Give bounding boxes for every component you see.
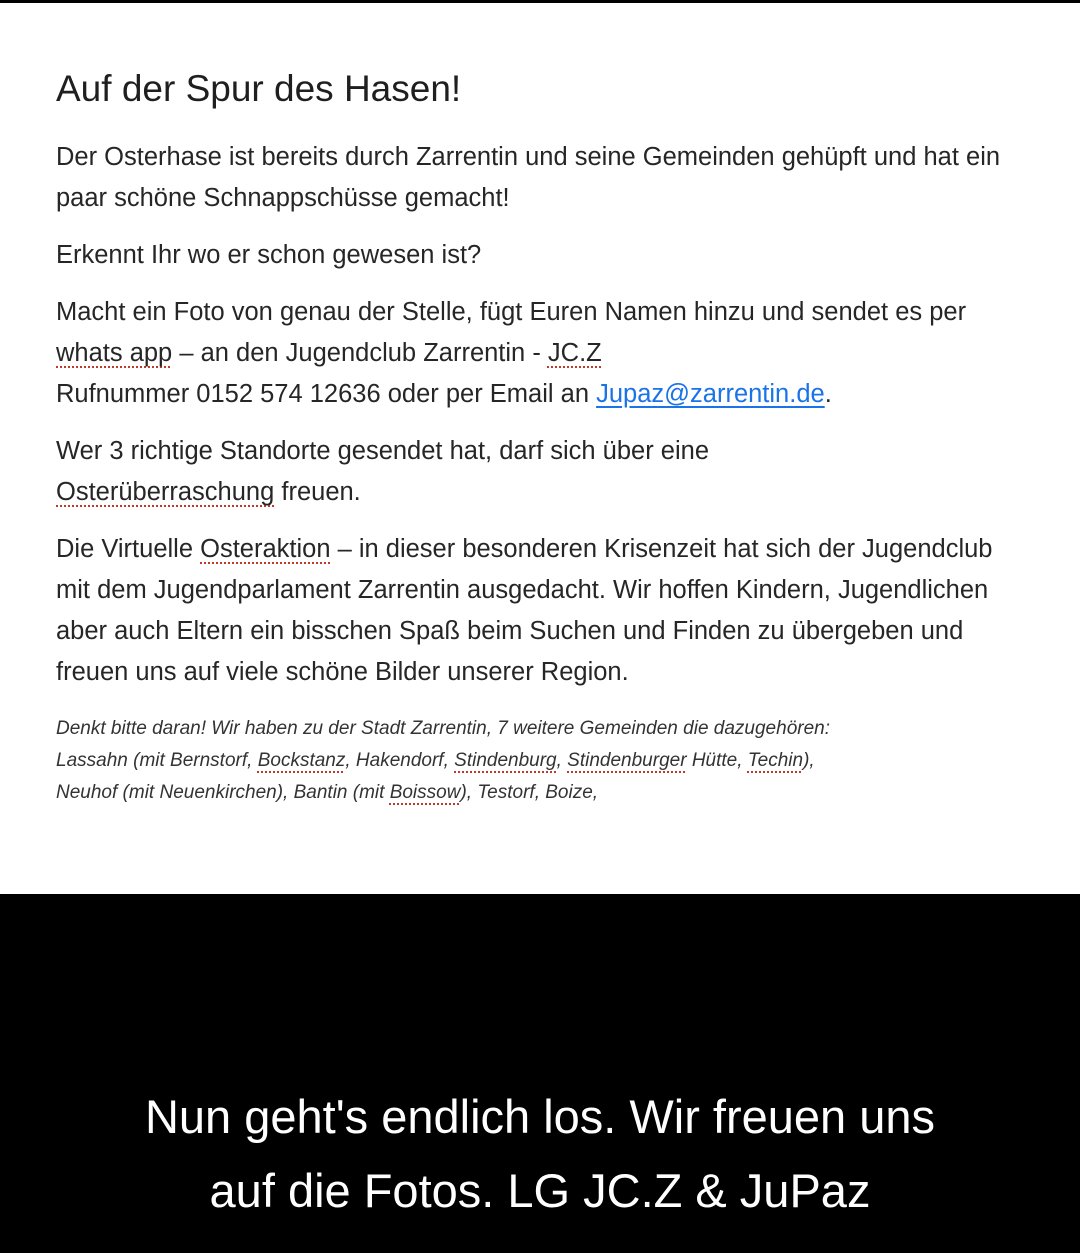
note-hakendorf: , Hakendorf, — [345, 750, 455, 771]
note-boissow: Boissow — [389, 782, 461, 803]
note-rest: ), Testorf, Boize, — [460, 782, 599, 803]
paragraph-question: Erkennt Ihr wo er schon gewesen ist? — [56, 241, 482, 269]
paragraph-action — [56, 529, 1024, 693]
action-text-2: – in dieser besonderen Krisenzeit hat sich der Jugendclub mit dem Jugendparlament Zarrentin ausgedacht. Wir hoffen Kindern, Jugendlichen aber auch Eltern ein bisschen Spaß beim Suchen und Finden zu übergeben und freuen uns auf viele schöne Bilder unserer Region. — [56, 535, 993, 686]
paragraph-prize — [56, 431, 1024, 513]
action-word: Osteraktion — [200, 535, 331, 563]
note-stindenburger: Stindenburger — [567, 750, 687, 771]
prize-text-2: freuen. — [274, 478, 361, 506]
note-bockstanz: Bockstanz — [257, 750, 346, 771]
note-huette: Hütte, — [686, 750, 748, 771]
document-image — [0, 3, 1080, 894]
instructions-text-2: – an den Jugendclub Zarrentin - — [172, 339, 548, 367]
post-caption — [0, 1080, 1080, 1228]
paragraph-intro: Der Osterhase ist bereits durch Zarrentin und seine Gemeinden gehüpft und hat ein paar schöne Schnappschüsse gemacht! — [56, 143, 1001, 212]
caption-line-2: auf die Fotos. LG JC.Z & JuPaz — [209, 1164, 871, 1217]
paragraph-instructions — [56, 292, 1024, 415]
note-stindenburg: Stindenburg — [454, 750, 557, 771]
note-techin: Techin — [747, 750, 804, 771]
instructions-text-1: Macht ein Foto von genau der Stelle, fügt Euren Namen hinzu und sendet es per — [56, 298, 967, 326]
note-close: ), — [803, 750, 815, 771]
caption-line-1: Nun geht's endlich los. Wir freuen uns — [144, 1090, 936, 1143]
document-title: Auf der Spur des Hasen! — [56, 68, 462, 109]
note-lassahn: Lassahn (mit Bernstorf, — [56, 750, 258, 771]
action-text-1: Die Virtuelle — [56, 535, 201, 563]
email-link[interactable]: Jupaz@zarrentin.de — [596, 380, 825, 408]
jcz-word: JC.Z — [547, 339, 602, 367]
instructions-text-4: . — [824, 380, 832, 408]
note-line-1: Denkt bitte daran! Wir haben zu der Stadt Zarrentin, 7 weitere Gemeinden die dazugehören: — [56, 718, 830, 739]
note-comma: , — [556, 750, 568, 771]
note-communities — [56, 713, 1024, 809]
note-neuhof: Neuhof (mit Neuenkirchen), Bantin (mit — [56, 782, 390, 803]
instructions-text-3: Rufnummer 0152 574 12636 oder per Email an — [56, 380, 597, 408]
whatsapp-word: whats app — [56, 339, 173, 367]
surprise-word: Osterüberraschung — [56, 478, 275, 506]
prize-text-1: Wer 3 richtige Standorte gesendet hat, darf sich über eine — [56, 437, 710, 465]
